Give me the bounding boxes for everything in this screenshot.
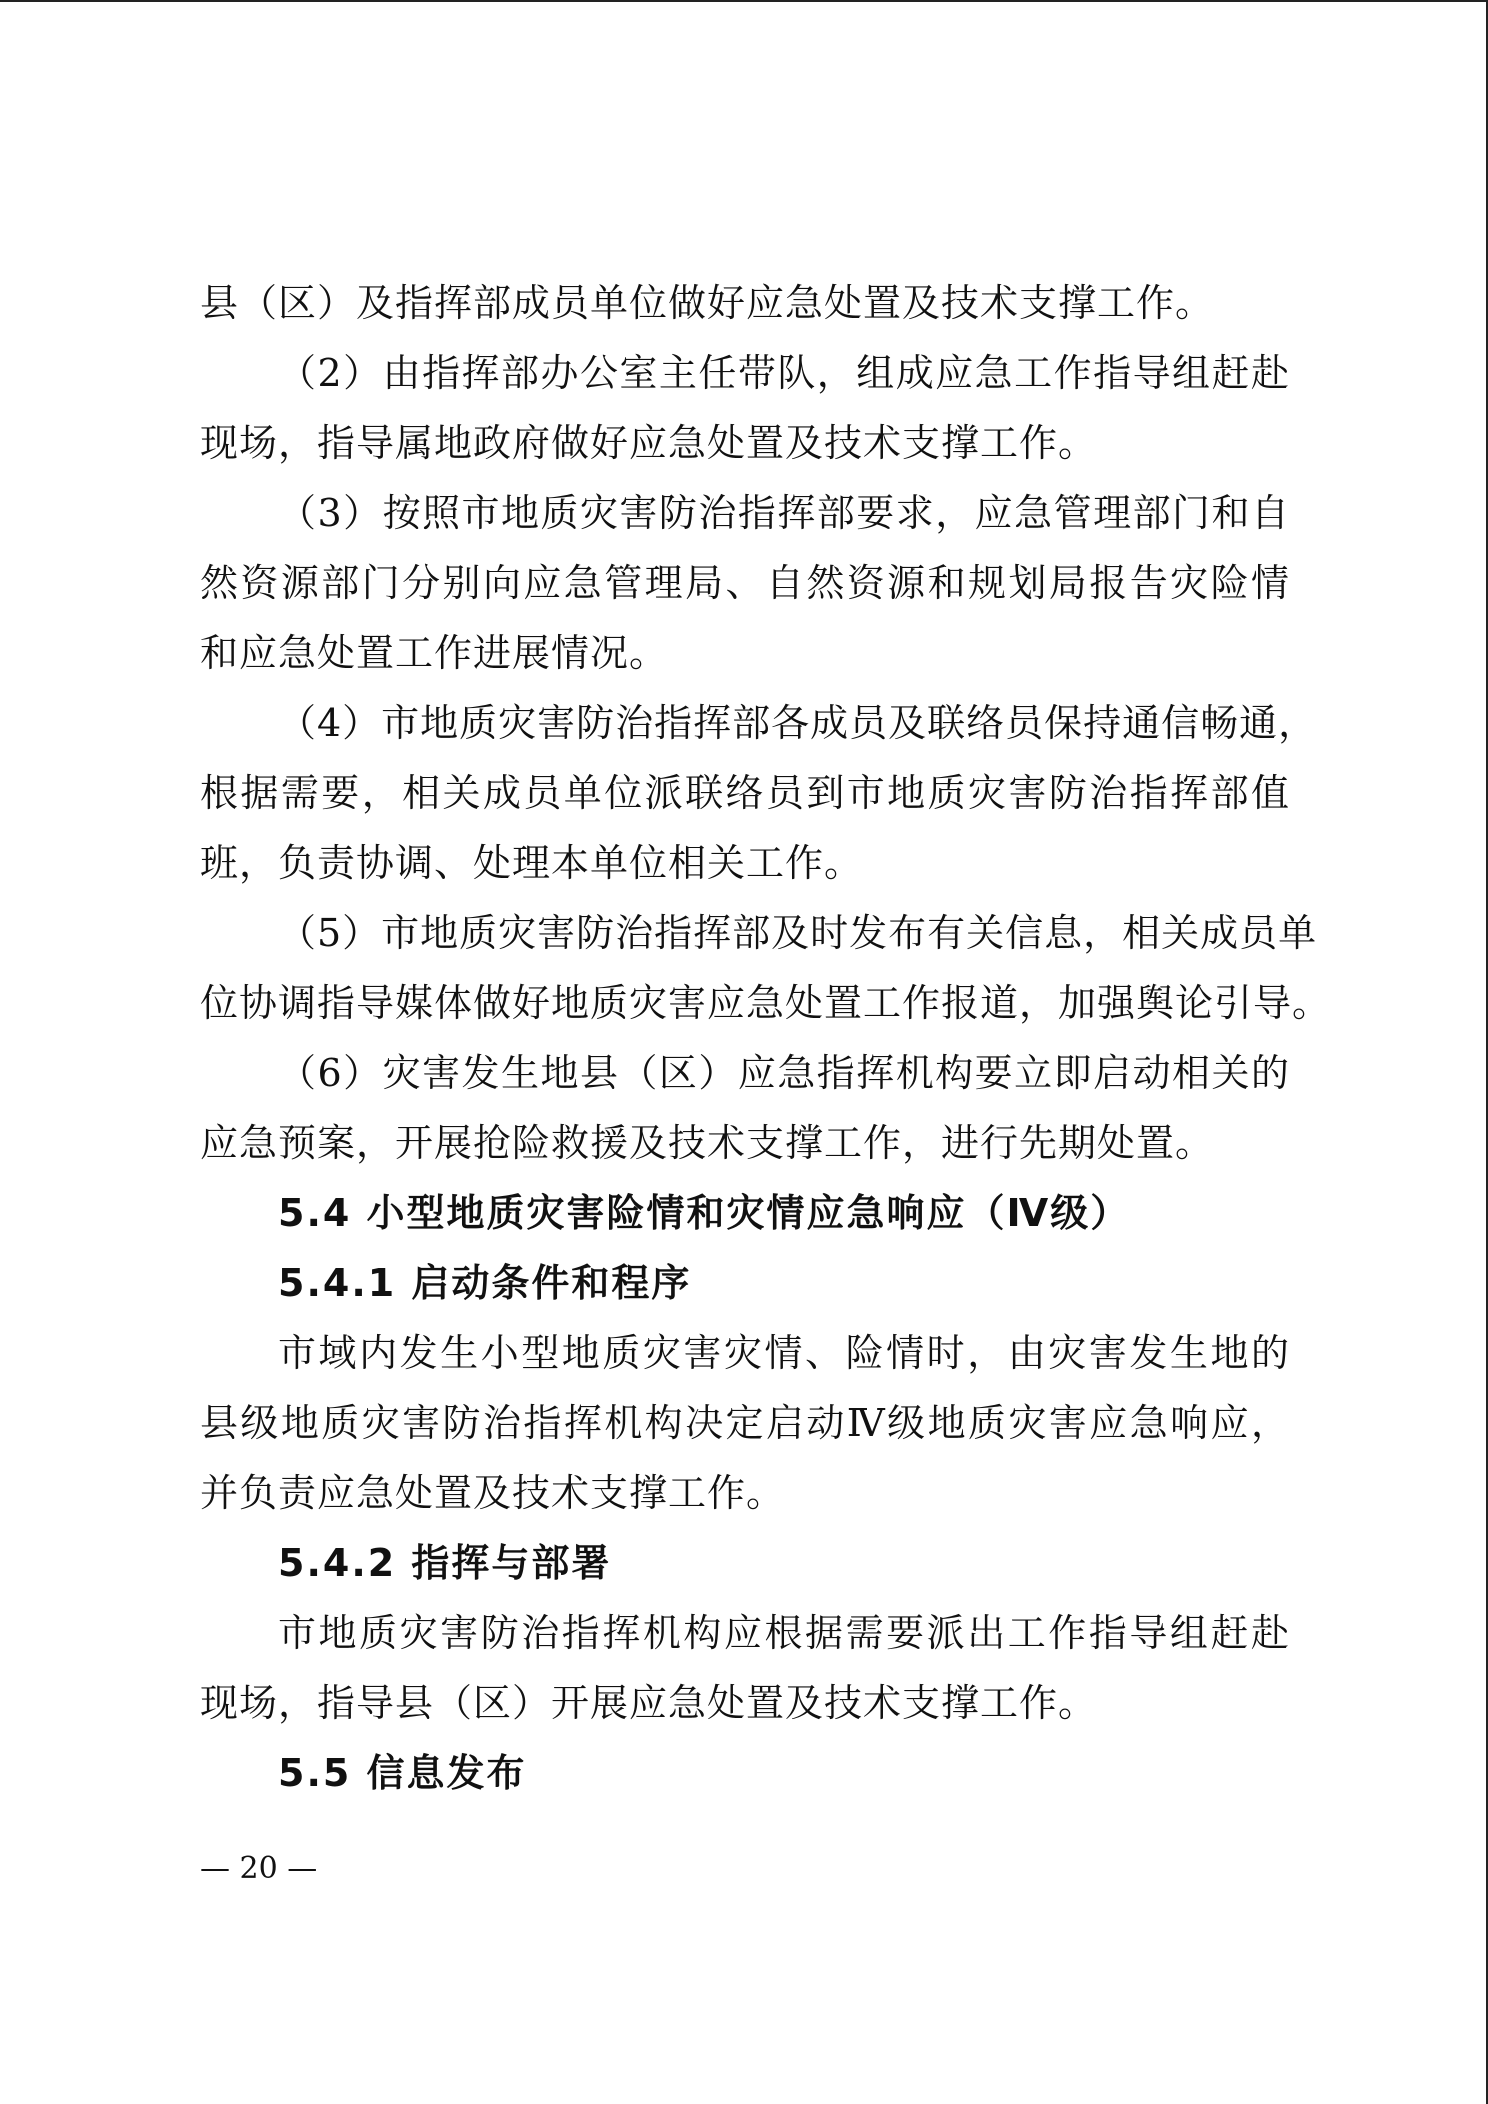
- text-line: （6）灾害发生地县（区）应急指挥机构要立即启动相关的: [278, 1051, 1290, 1095]
- page-border-top: [0, 0, 1488, 2]
- text-line: 应急预案，开展抢险救援及技术支撑工作，进行先期处置。: [200, 1121, 1215, 1165]
- subsection-heading: 5.4.1 启动条件和程序: [278, 1261, 692, 1305]
- text-line: （4）市地质灾害防治指挥部各成员及联络员保持通信畅通，: [278, 701, 1318, 745]
- text-line: 现场，指导县（区）开展应急处置及技术支撑工作。: [200, 1681, 1098, 1725]
- text-line: 市地质灾害防治指挥机构应根据需要派出工作指导组赶赴: [278, 1611, 1290, 1655]
- text-line: （2）由指挥部办公室主任带队，组成应急工作指导组赶赴: [278, 351, 1290, 395]
- document-body: [200, 268, 1332, 1808]
- page-number: — 20 —: [200, 1851, 318, 1886]
- text-line: 现场，指导属地政府做好应急处置及技术支撑工作。: [200, 421, 1098, 465]
- text-line: 县（区）及指挥部成员单位做好应急处置及技术支撑工作。: [200, 281, 1215, 325]
- text-line: 班，负责协调、处理本单位相关工作。: [200, 841, 864, 885]
- text-line: 并负责应急处置及技术支撑工作。: [200, 1471, 786, 1515]
- text-line: 根据需要，相关成员单位派联络员到市地质灾害防治指挥部值: [200, 771, 1290, 815]
- text-line: （5）市地质灾害防治指挥部及时发布有关信息，相关成员单: [278, 911, 1318, 955]
- subsection-heading: 5.4.2 指挥与部署: [278, 1541, 612, 1585]
- text-line: 市域内发生小型地质灾害灾情、险情时，由灾害发生地的: [278, 1331, 1290, 1375]
- section-heading: 5.4 小型地质灾害险情和灾情应急响应（Ⅳ级）: [278, 1191, 1131, 1235]
- text-line: 县级地质灾害防治指挥机构决定启动Ⅳ级地质灾害应急响应，: [200, 1401, 1290, 1445]
- text-line: 和应急处置工作进展情况。: [200, 631, 669, 675]
- text-line: （3）按照市地质灾害防治指挥部要求，应急管理部门和自: [278, 491, 1290, 535]
- text-line: 然资源部门分别向应急管理局、自然资源和规划局报告灾险情: [200, 561, 1290, 605]
- section-heading: 5.5 信息发布: [278, 1751, 527, 1795]
- text-line: 位协调指导媒体做好地质灾害应急处置工作报道，加强舆论引导。: [200, 981, 1332, 1025]
